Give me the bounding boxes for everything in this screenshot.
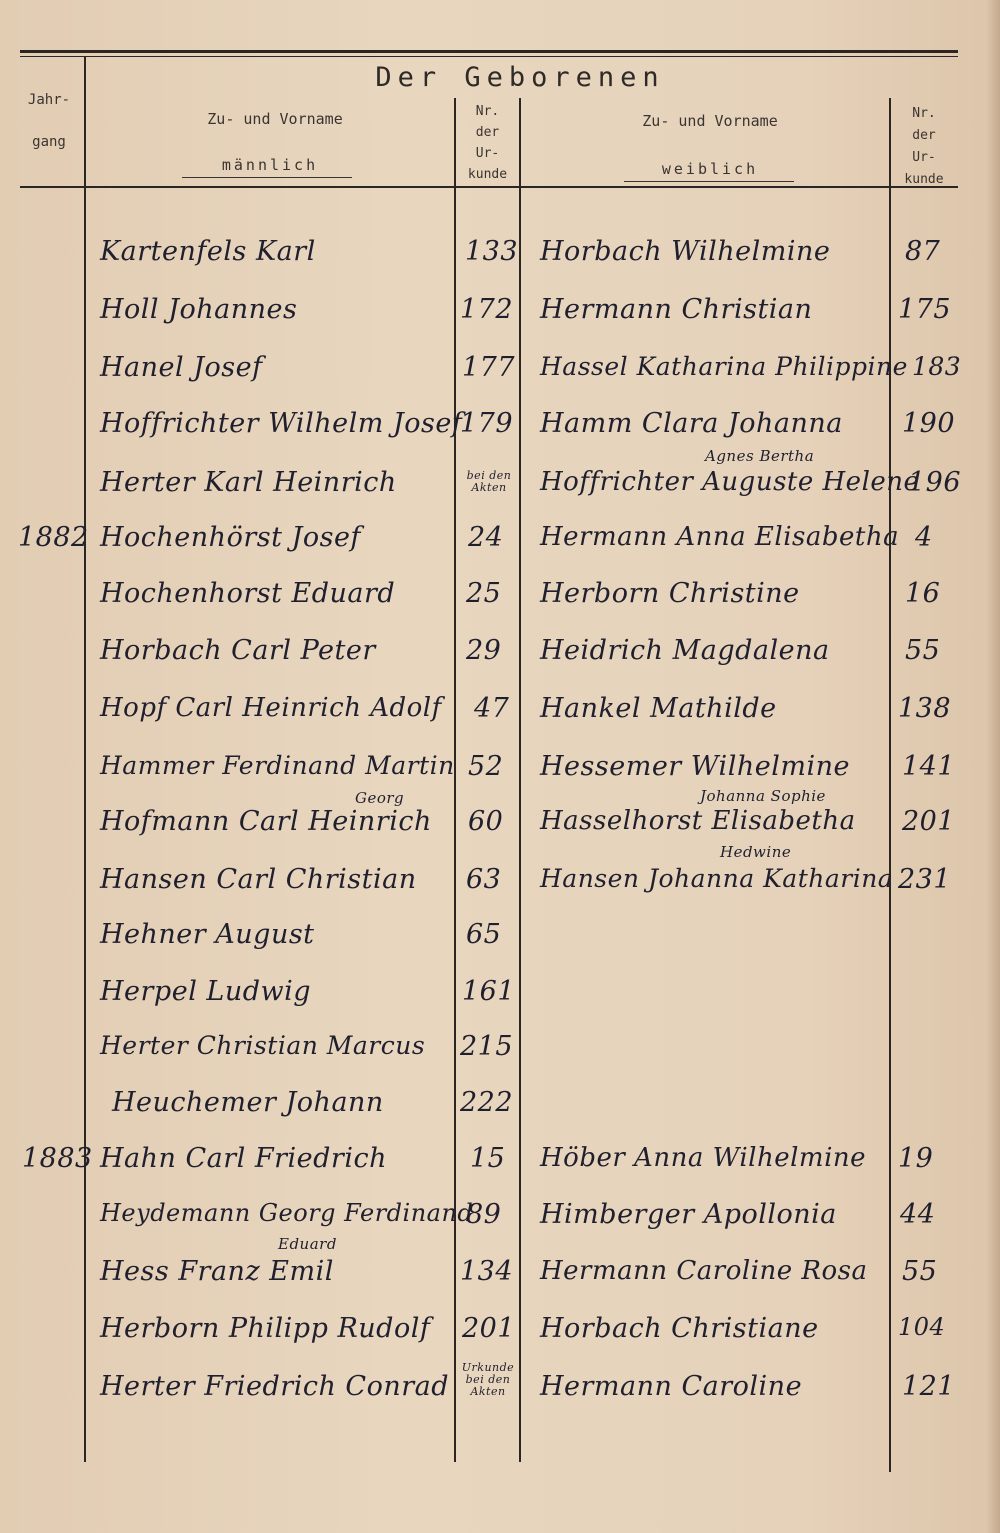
- female-record-number: 201: [902, 806, 956, 837]
- female-record-number: 19: [898, 1143, 934, 1174]
- year-label: 1882: [18, 522, 89, 553]
- female-record-number: 175: [898, 294, 952, 325]
- male-name: Hahn Carl Friedrich: [100, 1143, 387, 1174]
- female-record-number: 44: [900, 1199, 936, 1230]
- male-name: Horbach Carl Peter: [100, 635, 376, 666]
- male-record-number: 179: [460, 408, 514, 439]
- male-nr-line-2: der: [475, 125, 500, 140]
- female-record-number: 55: [905, 635, 941, 666]
- female-name: Herborn Christine: [540, 578, 800, 609]
- male-record-number: 52: [468, 751, 504, 782]
- male-name: Heuchemer Johann: [112, 1087, 384, 1118]
- female-nr-line-4: kunde: [904, 172, 944, 187]
- female-nr-line-3: Ur-: [912, 150, 936, 165]
- female-record-number: 16: [905, 578, 941, 609]
- male-record-number: 60: [468, 806, 504, 837]
- male-name: Herter Friedrich Conrad: [100, 1371, 450, 1402]
- male-name: Kartenfels Karl: [100, 236, 316, 267]
- female-name: Horbach Wilhelmine: [540, 236, 831, 267]
- female-record-number: 231: [898, 864, 952, 895]
- male-name: Hess Franz Emil: [100, 1256, 334, 1287]
- female-name: Heidrich Magdalena: [540, 635, 830, 666]
- top-rule-thick: [20, 50, 958, 53]
- male-nr-line-1: Nr.: [475, 104, 500, 119]
- male-record-number: 29: [466, 635, 502, 666]
- jahrgang-label-1: Jahr-: [27, 92, 71, 108]
- male-record-number: 25: [466, 578, 502, 609]
- female-name: Hermann Christian: [540, 294, 813, 325]
- female-label-underline: [624, 181, 794, 182]
- female-name-insertion: Hedwine: [720, 843, 792, 861]
- female-record-number: 55: [902, 1256, 938, 1287]
- female-name: Hasselhorst Elisabetha: [540, 806, 856, 836]
- top-rule-thin: [20, 56, 958, 57]
- female-name-insertion: Johanna Sophie: [700, 787, 826, 805]
- male-label: männlich: [221, 156, 319, 174]
- male-name: Hochenhorst Eduard: [100, 578, 396, 609]
- female-record-number: 87: [905, 236, 941, 267]
- male-nr-line-4: kunde: [467, 167, 508, 182]
- female-nr-line-2: der: [912, 128, 936, 143]
- male-record-number: 172: [460, 294, 514, 325]
- female-name: Himberger Apollonia: [540, 1199, 837, 1230]
- male-name: Herter Karl Heinrich: [100, 467, 397, 498]
- male-nr-right-rule: [519, 98, 521, 1462]
- male-record-number: 134: [460, 1256, 514, 1287]
- male-record-note: bei den Akten: [466, 469, 512, 494]
- male-record-number: 215: [460, 1031, 514, 1062]
- male-name: Hansen Carl Christian: [100, 864, 417, 895]
- female-name-insertion: Agnes Bertha: [705, 447, 815, 465]
- male-record-number: 133: [465, 236, 519, 267]
- male-name: Holl Johannes: [100, 294, 298, 325]
- male-name-column-label: Zu- und Vorname: [207, 110, 343, 128]
- male-record-number: 222: [460, 1087, 514, 1118]
- male-name: Herpel Ludwig: [100, 976, 312, 1007]
- male-record-note: Urkunde bei den Akten: [461, 1361, 515, 1398]
- female-label: weiblich: [661, 160, 759, 178]
- female-name: Hoffrichter Auguste Helene: [540, 467, 920, 497]
- male-record-number: 47: [474, 693, 510, 724]
- male-name: Heydemann Georg Ferdinand: [100, 1199, 474, 1227]
- female-record-number: 121: [902, 1371, 956, 1402]
- female-name: Hermann Caroline: [540, 1371, 803, 1402]
- female-name: Hansen Johanna Katharina: [540, 864, 894, 893]
- male-name: Hochenhörst Josef: [100, 522, 361, 553]
- female-record-number: 138: [898, 693, 952, 724]
- female-name: Hermann Caroline Rosa: [540, 1256, 868, 1286]
- female-record-number: 183: [912, 352, 962, 381]
- female-name: Hessemer Wilhelmine: [540, 751, 850, 782]
- female-record-number: 104: [898, 1313, 946, 1341]
- page-spine-shadow: [986, 0, 1000, 1533]
- male-nr-left-rule: [454, 98, 456, 1462]
- female-name: Hankel Mathilde: [540, 693, 777, 724]
- female-name: Hermann Anna Elisabetha: [540, 522, 900, 552]
- jahrgang-label-2: gang: [32, 134, 66, 150]
- female-name: Horbach Christiane: [540, 1313, 819, 1344]
- header-bottom-rule: [20, 186, 958, 188]
- male-record-number: 161: [462, 976, 516, 1007]
- male-record-number: 65: [466, 919, 502, 950]
- male-record-number: 177: [462, 352, 516, 383]
- male-name: Herter Christian Marcus: [100, 1031, 426, 1060]
- female-name: Hassel Katharina Philippine: [540, 352, 908, 381]
- male-name: Hoffrichter Wilhelm Josef: [100, 408, 463, 439]
- female-record-number: 190: [902, 408, 956, 439]
- female-record-number: 141: [902, 751, 956, 782]
- male-name: Hanel Josef: [100, 352, 263, 383]
- male-record-number: 89: [466, 1199, 502, 1230]
- male-nr-line-3: Ur-: [475, 146, 500, 161]
- female-nr-left-rule: [889, 98, 891, 1472]
- year-label: 1883: [22, 1143, 93, 1174]
- register-title: Der Geborenen: [375, 62, 665, 93]
- female-name: Höber Anna Wilhelmine: [540, 1143, 867, 1173]
- year-column-rule: [84, 57, 86, 1462]
- male-name: Herborn Philipp Rudolf: [100, 1313, 431, 1344]
- male-name: Hopf Carl Heinrich Adolf: [100, 693, 442, 723]
- male-record-number: 15: [470, 1143, 506, 1174]
- male-name: Hammer Ferdinand Martin: [100, 751, 455, 780]
- female-nr-line-1: Nr.: [912, 106, 936, 121]
- male-record-number: 63: [466, 864, 502, 895]
- male-record-number: 24: [468, 522, 504, 553]
- male-record-number: 201: [462, 1313, 516, 1344]
- male-name-insertion: Georg: [355, 789, 405, 807]
- male-name: Hofmann Carl Heinrich: [100, 806, 432, 837]
- male-name-insertion: Eduard: [278, 1235, 337, 1253]
- male-name: Hehner August: [100, 919, 315, 950]
- female-name: Hamm Clara Johanna: [540, 408, 843, 439]
- female-record-number: 4: [915, 522, 933, 553]
- female-name-column-label: Zu- und Vorname: [642, 112, 778, 130]
- female-record-number: 196: [908, 467, 962, 498]
- male-label-underline: [182, 177, 352, 178]
